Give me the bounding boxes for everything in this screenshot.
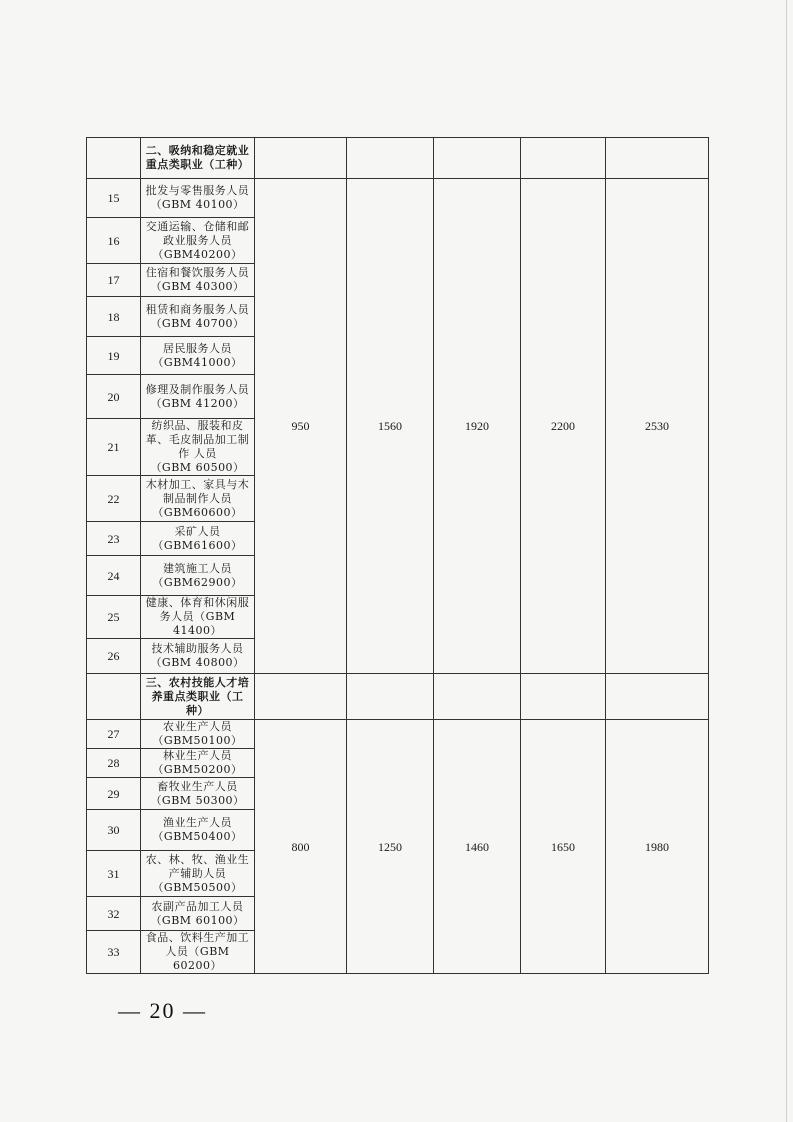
occupation-name-line: 技术辅助服务人员 bbox=[151, 642, 244, 655]
occupation-name-line: （GBM 60500） bbox=[150, 461, 245, 474]
occupation-name-line: （GBM 40300） bbox=[150, 280, 245, 293]
occupation-name-line: 修理及制作服务人员 bbox=[145, 382, 250, 396]
occupation-name-line: 农、林、牧、渔业生 bbox=[145, 852, 250, 866]
page-edge bbox=[786, 0, 787, 1122]
row-number: 26 bbox=[87, 639, 141, 674]
subsidy-value-level-2: 1250 bbox=[347, 720, 434, 974]
occupation-name bbox=[141, 419, 255, 476]
occupation-name bbox=[141, 375, 255, 419]
empty-value-cell bbox=[347, 674, 434, 720]
occupation-name bbox=[141, 297, 255, 337]
occupation-name bbox=[141, 931, 255, 974]
subsidy-value-level-3: 1920 bbox=[434, 179, 521, 674]
row-number: 16 bbox=[87, 218, 141, 264]
occupation-name-line: （GBM50200） bbox=[152, 763, 243, 776]
table-row bbox=[87, 720, 709, 749]
empty-value-cell bbox=[521, 138, 606, 179]
row-number: 18 bbox=[87, 297, 141, 337]
occupation-name-line: 采矿人员 bbox=[174, 524, 221, 538]
row-number: 20 bbox=[87, 375, 141, 419]
empty-value-cell bbox=[255, 674, 347, 720]
row-number: 30 bbox=[87, 810, 141, 851]
section-title: 二、吸纳和稳定就业重点类职业（工种） bbox=[141, 138, 255, 179]
occupation-name bbox=[141, 749, 255, 778]
occupation-name-line: 政业服务人员 bbox=[163, 233, 232, 247]
occupation-name-line: 健康、体育和休闲服 bbox=[145, 596, 250, 609]
occupation-name bbox=[141, 179, 255, 218]
occupation-name-line: 食品、饮料生产加工 bbox=[145, 931, 250, 944]
occupation-name-line: 批发与零售服务人员 bbox=[145, 184, 250, 197]
table-row bbox=[87, 179, 709, 218]
row-number: 25 bbox=[87, 596, 141, 639]
occupation-name-line: 革、毛皮制品加工制 bbox=[145, 433, 250, 446]
occupation-name bbox=[141, 596, 255, 639]
section-row bbox=[87, 138, 709, 179]
occupation-name bbox=[141, 476, 255, 522]
subsidy-value-level-5: 2530 bbox=[606, 179, 709, 674]
number-cell bbox=[87, 138, 141, 179]
occupation-name-line: （GBM 41200） bbox=[150, 396, 245, 410]
page-number: — 20 — bbox=[118, 998, 207, 1023]
number-cell bbox=[87, 674, 141, 720]
occupation-name bbox=[141, 639, 255, 674]
occupation-name bbox=[141, 897, 255, 931]
occupation-name-line: 作 人员 bbox=[178, 447, 217, 460]
row-number: 22 bbox=[87, 476, 141, 522]
occupation-name-line: 务人员（GBM 41400） bbox=[159, 610, 236, 637]
empty-value-cell bbox=[521, 674, 606, 720]
row-number: 28 bbox=[87, 749, 141, 778]
occupation-name-line: （GBM60600） bbox=[152, 505, 243, 519]
occupation-name bbox=[141, 337, 255, 375]
occupation-name-line: 农副产品加工人员 bbox=[151, 899, 244, 913]
occupation-name-line: 畜牧业生产人员 bbox=[157, 779, 238, 793]
occupation-name bbox=[141, 218, 255, 264]
occupation-name-line: （GBM 40100） bbox=[150, 198, 245, 211]
occupation-name bbox=[141, 810, 255, 851]
occupation-name-line: 林业生产人员 bbox=[163, 749, 232, 762]
occupation-name bbox=[141, 851, 255, 897]
row-number: 21 bbox=[87, 419, 141, 476]
occupation-name-line: 居民服务人员 bbox=[163, 341, 232, 355]
occupation-name bbox=[141, 720, 255, 749]
occupation-name-line: 租赁和商务服务人员 bbox=[145, 302, 250, 316]
row-number: 23 bbox=[87, 522, 141, 556]
subsidy-value-level-4: 2200 bbox=[521, 179, 606, 674]
row-number: 27 bbox=[87, 720, 141, 749]
occupation-name bbox=[141, 778, 255, 810]
row-number: 31 bbox=[87, 851, 141, 897]
row-number: 29 bbox=[87, 778, 141, 810]
row-number: 24 bbox=[87, 556, 141, 596]
occupation-name bbox=[141, 556, 255, 596]
empty-value-cell bbox=[347, 138, 434, 179]
subsidy-value-level-3: 1460 bbox=[434, 720, 521, 974]
occupation-name-line: 纺织品、服装和皮 bbox=[151, 419, 244, 432]
occupation-name-line: （GBM 40700） bbox=[150, 316, 245, 330]
occupation-name bbox=[141, 522, 255, 556]
row-number: 15 bbox=[87, 179, 141, 218]
occupation-name-line: 住宿和餐饮服务人员 bbox=[145, 266, 250, 279]
occupation-name-line: 木材加工、家具与木 bbox=[145, 477, 250, 491]
subsidy-value-level-4: 1650 bbox=[521, 720, 606, 974]
empty-value-cell bbox=[606, 138, 709, 179]
row-number: 32 bbox=[87, 897, 141, 931]
section-title: 三、农村技能人才培养重点类职业（工种） bbox=[141, 674, 255, 720]
subsidy-value-level-5: 1980 bbox=[606, 720, 709, 974]
occupation-name-line: 人员（GBM 60200） bbox=[165, 945, 230, 972]
occupation-name-line: （GBM50500） bbox=[152, 880, 243, 894]
occupation-name-line: （GBM41000） bbox=[152, 355, 243, 369]
empty-value-cell bbox=[255, 138, 347, 179]
empty-value-cell bbox=[434, 138, 521, 179]
subsidy-value-level-1: 800 bbox=[255, 720, 347, 974]
occupation-name-line: （GBM 50300） bbox=[150, 793, 245, 807]
row-number: 17 bbox=[87, 264, 141, 297]
occupation-name-line: 制品制作人员 bbox=[163, 491, 232, 505]
empty-value-cell bbox=[434, 674, 521, 720]
occupation-name-line: 渔业生产人员 bbox=[163, 816, 232, 829]
occupation-name-line: （GBM40200） bbox=[152, 247, 243, 261]
occupation-name-line: 建筑施工人员 bbox=[163, 561, 232, 575]
subsidy-standards-table bbox=[86, 137, 709, 974]
occupation-name-line: （GBM50400） bbox=[152, 830, 243, 843]
row-number: 19 bbox=[87, 337, 141, 375]
subsidy-value-level-2: 1560 bbox=[347, 179, 434, 674]
row-number: 33 bbox=[87, 931, 141, 974]
occupation-name bbox=[141, 264, 255, 297]
empty-value-cell bbox=[606, 674, 709, 720]
section-row bbox=[87, 674, 709, 720]
occupation-name-line: （GBM50100） bbox=[152, 734, 243, 747]
occupation-name-line: 交通运输、仓储和邮 bbox=[145, 219, 250, 233]
occupation-name-line: （GBM 40800） bbox=[150, 656, 245, 669]
occupation-name-line: （GBM62900） bbox=[152, 575, 243, 589]
occupation-name-line: （GBM61600） bbox=[152, 538, 243, 552]
subsidy-value-level-1: 950 bbox=[255, 179, 347, 674]
occupation-name-line: 农业生产人员 bbox=[163, 720, 232, 733]
occupation-name-line: 产辅助人员 bbox=[168, 866, 227, 880]
occupation-name-line: （GBM 60100） bbox=[150, 913, 245, 927]
